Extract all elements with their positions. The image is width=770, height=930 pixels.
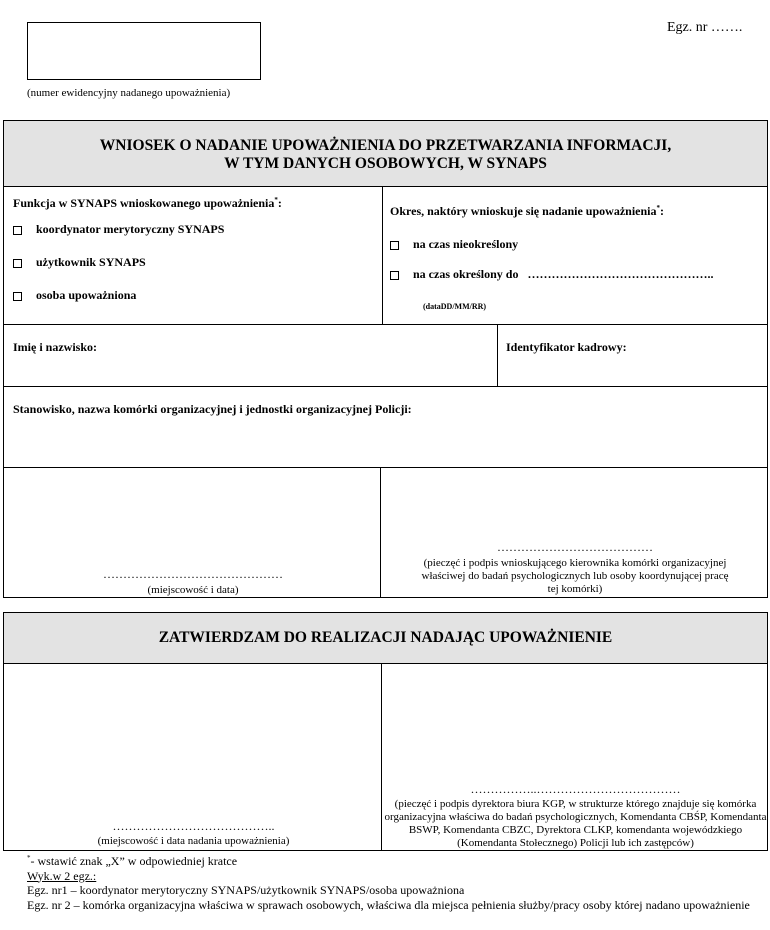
checkbox[interactable] xyxy=(13,226,22,235)
name-label: Imię i nazwisko: xyxy=(13,340,97,354)
form-title-line2: W TYM DANYCH OSOBOWYCH, W SYNAPS xyxy=(224,155,547,172)
checkbox[interactable] xyxy=(390,241,399,250)
registration-number-box[interactable] xyxy=(27,22,261,80)
applicant-signature-dots: ………………………………… xyxy=(497,540,653,554)
position-field[interactable] xyxy=(3,386,768,468)
registration-number-caption: (numer ewidencyjny nadanego upoważnienia) xyxy=(27,87,231,99)
grant-place-date-dots: ………………………………….. xyxy=(112,819,275,833)
place-date-caption: (miejscowość i data) xyxy=(147,584,239,596)
period-label: Okres, naktóry wnioskuje się nadanie upoważnienia*: xyxy=(390,204,664,218)
footer-notes xyxy=(27,851,762,912)
function-label: Funkcja w SYNAPS wnioskowanego upoważnienia*: xyxy=(13,196,282,210)
function-option-user[interactable]: użytkownik SYNAPS xyxy=(13,255,146,270)
copy-1-note: Egz. nr1 – koordynator merytoryczny SYNAPS/użytkownik SYNAPS/osoba upoważniona xyxy=(27,883,465,897)
place-date-dots: ……………………………………… xyxy=(103,567,283,581)
form-title xyxy=(3,120,768,187)
grant-place-date-caption: (miejscowość i data nadania upoważnienia) xyxy=(97,835,290,847)
place-date-signature-box[interactable] xyxy=(3,467,381,598)
date-hint: (dataDD/MM/RR) xyxy=(423,302,487,311)
form-title-line1: WNIOSEK O NADANIE UPOWAŻNIENIA DO PRZETWARZANIA INFORMACJI, xyxy=(99,137,672,154)
function-option-authorized[interactable]: osoba upoważniona xyxy=(13,288,136,303)
period-option-definite[interactable]: na czas określony do ……………………………………….. xyxy=(390,267,713,282)
director-signature-caption: (pieczęć i podpis dyrektora biura KGP, w strukturze którego znajduje się komórka organizacyjna właściwa do badań psychologicznych, Komendanta CBŚP, Komendanta BSWP, Komendanta CBZC, Dyrektora CLKP, komendanta wojewódzkiego (Komendanta Stołecznego) Policji lub ich zastępców) xyxy=(384,798,767,849)
checkbox[interactable] xyxy=(13,292,22,301)
footnote: *- wstawić znak „X” w odpowiedniej kratce xyxy=(27,854,238,868)
approval-title: ZATWIERDZAM DO REALIZACJI NADAJĄC UPOWAŻNIENIE xyxy=(3,612,768,664)
function-section xyxy=(3,186,383,325)
period-option-indefinite[interactable]: na czas nieokreślony xyxy=(390,237,518,252)
copies-heading: Wyk.w 2 egz.: xyxy=(27,868,97,883)
period-section xyxy=(382,186,768,325)
employee-id-field[interactable] xyxy=(497,324,768,387)
function-option-coordinator[interactable]: koordynator merytoryczny SYNAPS xyxy=(13,222,224,237)
applicant-signature-box[interactable] xyxy=(380,467,768,598)
employee-id-label: Identyfikator kadrowy: xyxy=(506,340,627,354)
name-field[interactable] xyxy=(3,324,498,387)
director-signature-box[interactable] xyxy=(381,663,768,851)
position-label: Stanowisko, nazwa komórki organizacyjnej i jednostki organizacyjnej Policji: xyxy=(13,402,412,416)
applicant-signature-caption: (pieczęć i podpis wnioskującego kierownika komórki organizacyjnej właściwej do badań psychologicznych lub osoby koordynującej pracę tej komórki) xyxy=(421,557,729,595)
copy-2-note: Egz. nr 2 – komórka organizacyjna właściwa w sprawach osobowych, właściwa dla miejsca pełnienia służby/pracy osoby której nadano upoważnienie xyxy=(27,897,750,912)
copy-number: Egz. nr ……. xyxy=(667,20,743,35)
date-field[interactable]: ……………………………………….. xyxy=(527,267,714,281)
director-signature-dots: ……………..……………………………… xyxy=(470,782,681,796)
checkbox[interactable] xyxy=(390,271,399,280)
grant-place-date-box[interactable] xyxy=(3,663,382,851)
checkbox[interactable] xyxy=(13,259,22,268)
